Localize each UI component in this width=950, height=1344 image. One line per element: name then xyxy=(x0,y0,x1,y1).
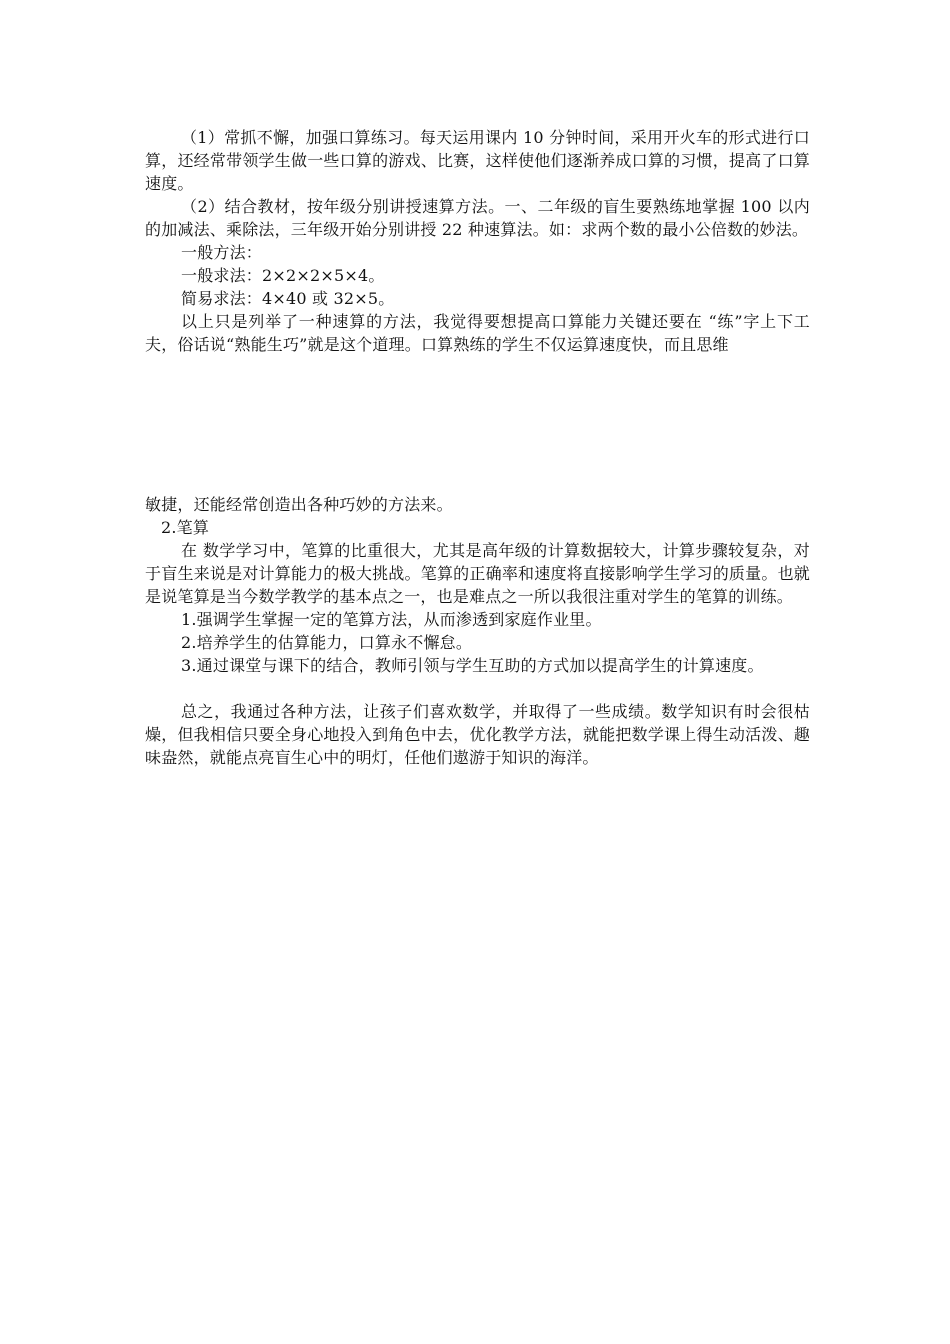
text-block-top xyxy=(145,126,810,356)
list-item-method-2: 2.培养学生的估算能力，口算永不懈怠。 xyxy=(181,633,473,652)
list-item-method-3: 3.通过课堂与课下的结合，教师引领与学生互助的方式加以提高学生的计算速度。 xyxy=(181,656,764,675)
paragraph-general-method-heading: 一般方法： xyxy=(181,243,263,262)
paragraph-quick-methods: （2）结合教材，按年级分别讲授速算方法。一、二年级的盲生要熟练地掌握 100 以内的加减法、乘除法，三年级开始分别讲授 22 种速算法。如：求两个数的最小公倍数的妙法。 xyxy=(145,197,810,239)
paragraph-spacer xyxy=(145,677,810,700)
paragraph-general-formula: 一般求法：2×2×2×5×4。 xyxy=(181,266,385,285)
paragraph-practice-summary: 以上只是列举了一种速算的方法，我觉得要想提高口算能力关键还要在 “练”字上下工夫，俗话说“熟能生巧”就是这个道理。口算熟练的学生不仅运算速度快，而且思维 xyxy=(145,312,810,354)
list-item-method-1: 1.强调学生掌握一定的笔算方法，从而渗透到家庭作业里。 xyxy=(181,610,602,629)
paragraph-simple-formula: 简易求法：4×40 或 32×5。 xyxy=(181,289,395,308)
text-block-bottom xyxy=(145,493,810,769)
paragraph-continuation: 敏捷，还能经常创造出各种巧妙的方法来。 xyxy=(145,495,453,514)
paragraph-conclusion: 总之，我通过各种方法，让孩子们喜欢数学，并取得了一些成绩。数学知识有时会很枯燥，但我相信只要全身心地投入到角色中去，优化教学方法，就能把数学课上得生动活泼、趣味盎然，就能点亮盲生心中的明灯，任他们遨游于知识的海洋。 xyxy=(145,702,810,767)
paragraph-oral-practice: （1）常抓不懈，加强口算练习。每天运用课内 10 分钟时间，采用开火车的形式进行口算，还经常带领学生做一些口算的游戏、比赛，这样使他们逐渐养成口算的习惯，提高了口算速度。 xyxy=(145,128,810,193)
paragraph-written-calc: 在 数学学习中，笔算的比重很大，尤其是高年级的计算数据较大，计算步骤较复杂，对于盲生来说是对计算能力的极大挑战。笔算的正确率和速度将直接影响学生学习的质量。也就是说笔算是当今数学教学的基本点之一，也是难点之一所以我很注重对学生的笔算的训练。 xyxy=(145,541,810,606)
section-heading-written-calc: 2.笔算 xyxy=(161,518,210,537)
